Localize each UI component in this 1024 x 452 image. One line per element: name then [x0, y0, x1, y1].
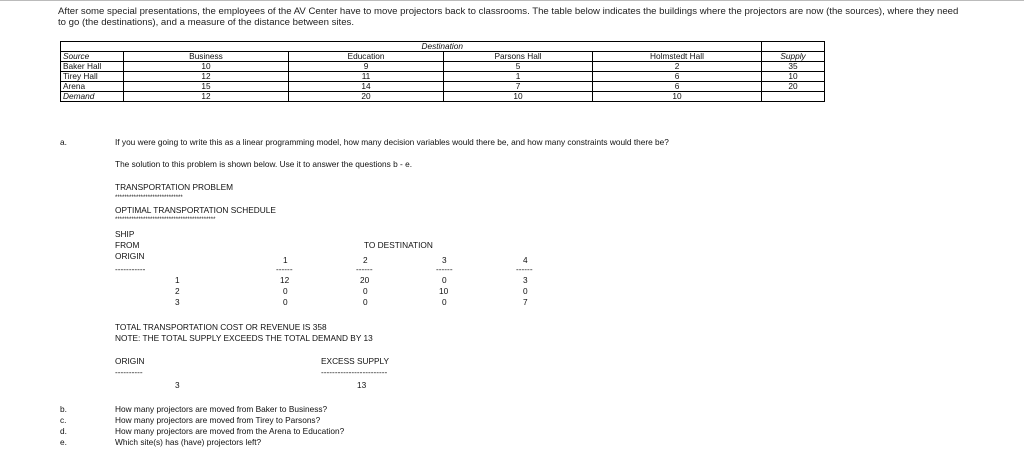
table-cell: Tirey Hall	[61, 72, 124, 82]
question-letter: c.	[60, 415, 67, 425]
origin-header: ORIGIN	[115, 356, 145, 366]
ship-label: SHIP	[115, 229, 135, 239]
total-cost-line: TOTAL TRANSPORTATION COST OR REVENUE IS 358	[115, 322, 327, 332]
excess-header-dash: ------------------------	[321, 367, 388, 377]
table-cell: 10	[762, 72, 825, 82]
table-cell: 10	[593, 92, 762, 102]
table-blank-cell	[61, 42, 124, 52]
question-letter: b.	[60, 404, 67, 414]
origin-label: ORIGIN	[115, 251, 145, 261]
top-divider	[0, 0, 1024, 1]
table-blank-cell	[762, 42, 825, 52]
matrix-cell: 20	[360, 275, 370, 285]
table-cell: 12	[124, 72, 289, 82]
distance-table	[60, 41, 825, 102]
table-cell: 10	[444, 92, 593, 102]
dest-dash: ------	[436, 264, 453, 274]
matrix-cell: 7	[523, 297, 528, 307]
table-cell: 11	[289, 72, 444, 82]
schedule-title: OPTIMAL TRANSPORTATION SCHEDULE	[115, 205, 276, 215]
table-header-cell: Source	[61, 52, 124, 62]
dest-dash: ------	[356, 264, 373, 274]
matrix-cell: 12	[280, 275, 290, 285]
table-header-cell: Parsons Hall	[444, 52, 593, 62]
question-letter: a.	[60, 137, 67, 147]
table-row	[61, 62, 825, 72]
table-cell: 6	[593, 82, 762, 92]
dest-dash: ------	[516, 264, 533, 274]
intro-paragraph: After some special presentations, the employees of the AV Center have to move projectors back to classrooms. The table below indicates the buildings where the projectors are now (the sources), where they need to go (the destinations), and a measure of the distance between sites.	[58, 6, 959, 28]
origin-number: 3	[175, 297, 180, 307]
note-line: NOTE: THE TOTAL SUPPLY EXCEEDS THE TOTAL DEMAND BY 13	[115, 333, 373, 343]
output-title: TRANSPORTATION PROBLEM	[115, 182, 234, 192]
table-cell	[762, 92, 825, 102]
table-cell: 7	[444, 82, 593, 92]
table-header-cell: Education	[289, 52, 444, 62]
table-cell: 12	[124, 92, 289, 102]
table-header-cell: Supply	[762, 52, 825, 62]
excess-supply-header: EXCESS SUPPLY	[321, 356, 390, 366]
table-destination-row	[61, 42, 825, 52]
question-letter: e.	[60, 437, 67, 447]
origin-header-dash: ----------	[115, 367, 143, 377]
table-cell: Arena	[61, 82, 124, 92]
table-cell: 6	[593, 72, 762, 82]
table-cell: 10	[124, 62, 289, 72]
matrix-cell: 0	[363, 286, 368, 296]
from-label: FROM	[115, 240, 140, 250]
table-cell: 14	[289, 82, 444, 92]
excess-origin: 3	[175, 380, 180, 390]
matrix-cell: 0	[442, 297, 447, 307]
dest-dash: ------	[276, 264, 293, 274]
origin-number: 2	[175, 286, 180, 296]
table-header-cell: Holmstedt Hall	[593, 52, 762, 62]
table-row	[61, 72, 825, 82]
destination-header: Destination	[124, 42, 762, 52]
matrix-cell: 0	[283, 286, 288, 296]
question-text: How many projectors are moved from Tirey to Parsons?	[115, 415, 321, 425]
matrix-cell: 0	[523, 286, 528, 296]
to-destination-label: TO DESTINATION	[364, 240, 433, 250]
table-header-cell: Business	[124, 52, 289, 62]
table-cell: 9	[289, 62, 444, 72]
dest-number: 1	[283, 255, 288, 265]
matrix-cell: 3	[523, 275, 528, 285]
dest-number: 4	[523, 255, 528, 265]
table-cell: 1	[444, 72, 593, 82]
table-cell: 35	[762, 62, 825, 72]
schedule-stars: *******************************************	[115, 217, 216, 223]
table-row	[61, 92, 825, 102]
excess-value: 13	[357, 380, 367, 390]
solution-intro: The solution to this problem is shown below. Use it to answer the questions b - e.	[115, 159, 412, 169]
table-cell: Demand	[61, 92, 124, 102]
matrix-cell: 0	[363, 297, 368, 307]
matrix-cell: 0	[283, 297, 288, 307]
table-cell: Baker Hall	[61, 62, 124, 72]
table-cell: 20	[762, 82, 825, 92]
table-header-row	[61, 52, 825, 62]
question-text: How many projectors are moved from Baker to Business?	[115, 404, 328, 414]
table-cell: 15	[124, 82, 289, 92]
origin-dash: -----------	[115, 264, 146, 274]
matrix-cell: 10	[439, 286, 449, 296]
question-text: How many projectors are moved from the Arena to Education?	[115, 426, 345, 436]
dest-number: 2	[363, 255, 368, 265]
matrix-cell: 0	[442, 275, 447, 285]
origin-number: 1	[175, 275, 180, 285]
table-row	[61, 82, 825, 92]
dest-number: 3	[442, 255, 447, 265]
output-title-stars: *****************************	[115, 195, 183, 201]
table-cell: 5	[444, 62, 593, 72]
question-letter: d.	[60, 426, 67, 436]
table-cell: 2	[593, 62, 762, 72]
table-cell: 20	[289, 92, 444, 102]
question-text: If you were going to write this as a linear programming model, how many decision variables would there be, and how many constraints would there be?	[115, 137, 669, 147]
question-text: Which site(s) has (have) projectors left?	[115, 437, 262, 447]
